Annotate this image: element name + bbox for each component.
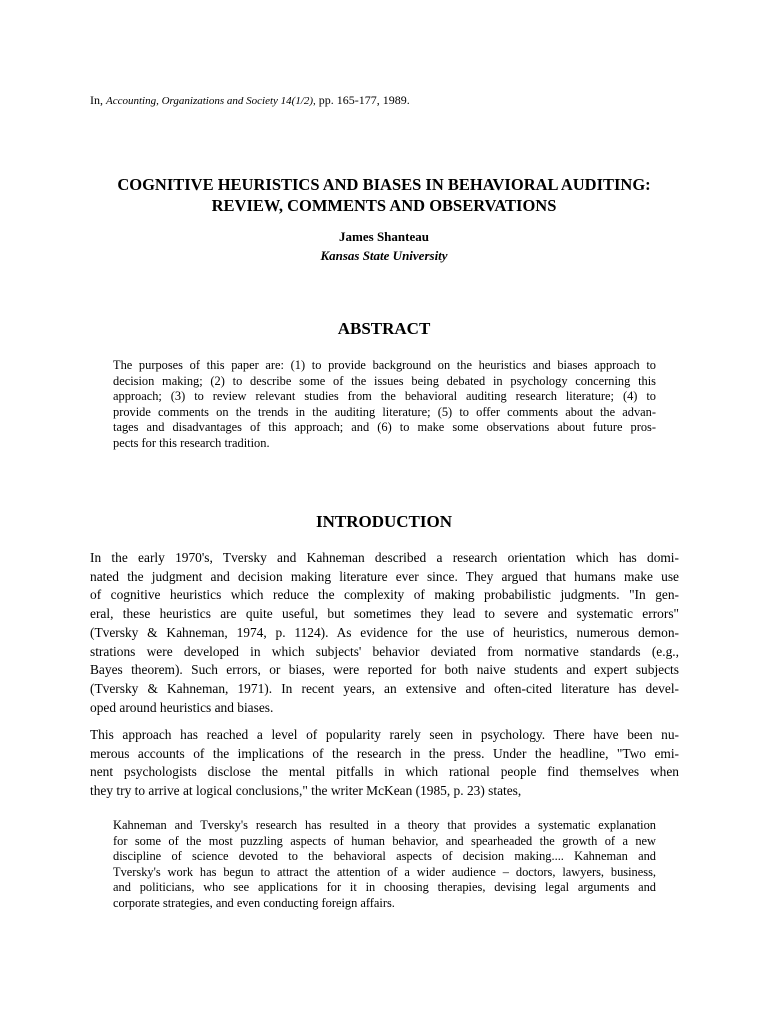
introduction-heading: INTRODUCTION <box>315 512 453 531</box>
paragraph-line: (Tversky & Kahneman, 1974, p. 1124). As evidence for the use of heuristics, numerous demon- <box>90 624 679 640</box>
paragraph-line: In the early 1970's, Tversky and Kahneman described a research orientation which has domi- <box>90 550 679 565</box>
author-affiliation: Kansas State University <box>320 248 448 263</box>
quote-line: and politicians, who see applications for it in choosing therapies, devising legal arguments and <box>113 880 656 894</box>
introduction-paragraph-2 <box>90 726 679 801</box>
quote-line: for some of the most puzzling aspects of human behavior, and spearheaded the growth of a new <box>113 833 656 848</box>
quote-line: discipline of science devoted to the behavioral aspects of decision making.... Kahneman and <box>113 849 656 863</box>
abstract-body <box>113 358 656 451</box>
abstract-heading: ABSTRACT <box>337 319 431 338</box>
citation-journal: Accounting, Organizations and Society 14(1/2), <box>106 95 316 107</box>
abstract-line: approach; (3) to review relevant studies from the behavioral auditing research literature; (4) to <box>113 389 656 403</box>
citation-line <box>90 93 410 108</box>
citation-prefix: In, <box>90 93 103 107</box>
introduction-paragraph-1 <box>90 549 679 717</box>
paper-title-line-2: REVIEW, COMMENTS AND OBSERVATIONS <box>211 196 557 215</box>
paragraph-line: This approach has reached a level of popularity rarely seen in psychology. There have been nu- <box>90 727 679 742</box>
quote-line: corporate strategies, and even conducting foreign affairs. <box>113 895 395 910</box>
paragraph-line: strations were developed in which subjects' behavior deviated from normative standards (e.g., <box>90 643 679 659</box>
abstract-line: The purposes of this paper are: (1) to provide background on the heuristics and biases approach to <box>113 358 656 372</box>
paragraph-line: Bayes theorem). Such errors, or biases, were reported for both naive students and expert subjects <box>90 662 679 678</box>
abstract-line: pects for this research tradition. <box>113 435 270 450</box>
abstract-line: provide comments on the trends in the auditing literature; (5) to offer comments about the advan- <box>113 404 656 419</box>
paragraph-line: they try to arrive at logical conclusions," the writer McKean (1985, p. 23) states, <box>90 783 522 799</box>
author-name: James Shanteau <box>339 229 429 244</box>
quote-line: Tversky's work has begun to attract the attention of a wider audience – doctors, lawyers, business, <box>113 864 656 879</box>
paragraph-line: merous accounts of the implications of the research in the press. Under the headline, "Two emi- <box>90 745 679 761</box>
quote-line: Kahneman and Tversky's research has resulted in a theory that provides a systematic explanation <box>113 818 656 832</box>
paragraph-line: nent psychologists disclose the mental pitfalls in which rational people find themselves when <box>90 764 679 780</box>
paragraph-line: nated the judgment and decision making literature ever since. They argued that humans make use <box>90 568 679 584</box>
paragraph-line: (Tversky & Kahneman, 1971). In recent years, an extensive and often-cited literature has devel- <box>90 680 679 696</box>
paragraph-line: of cognitive heuristics which reduce the complexity of making probabilistic judgments. "In gen- <box>90 587 679 603</box>
paragraph-line: eral, these heuristics are quite useful, but sometimes they lead to severe and systematic errors" <box>90 606 679 622</box>
paragraph-line: oped around heuristics and biases. <box>90 699 274 715</box>
block-quote <box>113 818 656 911</box>
paper-title-line-1: COGNITIVE HEURISTICS AND BIASES IN BEHAVIORAL AUDITING: <box>117 175 651 194</box>
abstract-line: decision making; (2) to describe some of the issues being debated in psychology concerning this <box>113 373 656 388</box>
paper-title <box>0 174 768 216</box>
abstract-line: tages and disadvantages of this approach; and (6) to make some observations about future pros- <box>113 420 656 434</box>
citation-pages: pp. 165-177, 1989. <box>318 93 410 107</box>
